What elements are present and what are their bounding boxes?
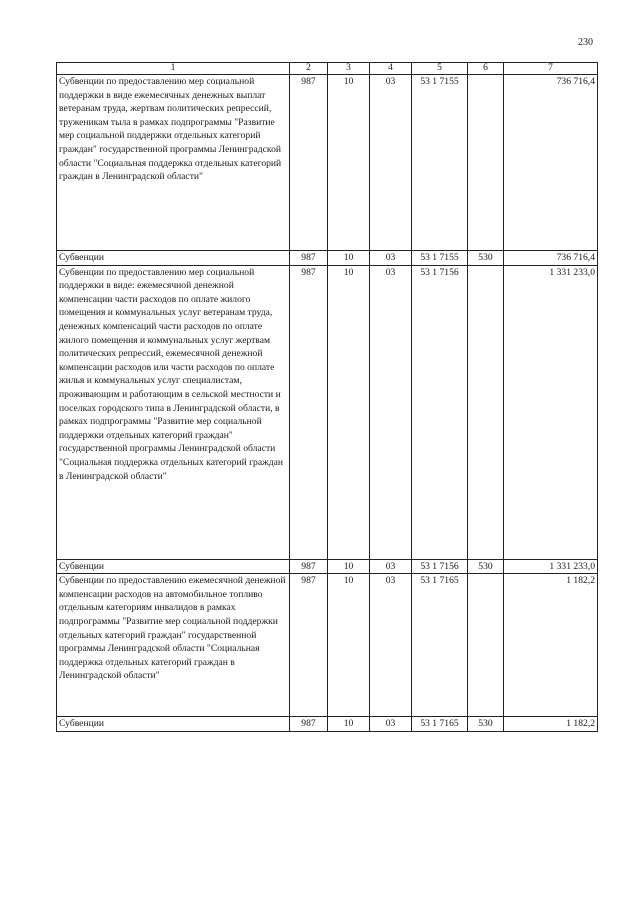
expense-type-code: 530 — [468, 251, 504, 266]
target-article-code: 53 1 7156 — [412, 265, 468, 559]
amount: 1 331 233,0 — [504, 265, 598, 559]
table-row — [57, 559, 598, 574]
column-header: 5 — [412, 63, 468, 75]
amount: 1 182,2 — [504, 574, 598, 717]
target-article-code: 53 1 7165 — [412, 574, 468, 717]
subsection-code: 03 — [370, 265, 412, 559]
item-description: Субвенции — [57, 559, 290, 574]
subsection-code: 03 — [370, 75, 412, 251]
expense-type-code — [468, 75, 504, 251]
item-description: Субвенции — [57, 251, 290, 266]
page-number: 230 — [578, 37, 593, 48]
expense-type-code — [468, 265, 504, 559]
subsection-code: 03 — [370, 574, 412, 717]
table-row — [57, 75, 598, 251]
table-header-row — [57, 63, 598, 75]
ministry-code: 987 — [290, 75, 328, 251]
target-article-code: 53 1 7155 — [412, 251, 468, 266]
table-row — [57, 251, 598, 266]
section-code: 10 — [328, 717, 370, 732]
subsection-code: 03 — [370, 717, 412, 732]
target-article-code: 53 1 7165 — [412, 717, 468, 732]
subsection-code: 03 — [370, 559, 412, 574]
target-article-code: 53 1 7155 — [412, 75, 468, 251]
expense-type-code: 530 — [468, 717, 504, 732]
item-description: Субвенции по предоставлению ежемесячной денежной компенсации расходов на автомобильное топливо отдельным категориям инвалидов в рамках подпрограммы "Развитие мер социальной поддержки отдельных категорий граждан" государственной программы Ленинградской области "Социальная поддержка отдельных категорий граждан в Ленинградской области" — [57, 574, 290, 717]
amount: 736 716,4 — [504, 75, 598, 251]
column-header: 6 — [468, 63, 504, 75]
ministry-code: 987 — [290, 559, 328, 574]
subsection-code: 03 — [370, 251, 412, 266]
column-header: 1 — [57, 63, 290, 75]
item-description: Субвенции по предоставлению мер социальной поддержки в виде ежемесячных денежных выплат ветеранам труда, жертвам политических репрессий, труженикам тыла в рамках подпрограммы "Развитие мер социальной поддержки отдельных категорий граждан" государственной программы Ленинградской области "Социальная поддержка отдельных категорий граждан в Ленинградской области" — [57, 75, 290, 251]
amount: 736 716,4 — [504, 251, 598, 266]
ministry-code: 987 — [290, 574, 328, 717]
amount: 1 182,2 — [504, 717, 598, 732]
table-row — [57, 265, 598, 559]
column-header: 4 — [370, 63, 412, 75]
item-description: Субвенции по предоставлению мер социальной поддержки в виде: ежемесячной денежной компенсации части расходов по оплате жилого помещения и коммунальных услуг ветеранам труда, денежных компенсаций части расходов по оплате жилого помещения и коммунальных услуг жертвам политических репрессий, ежемесячной денежной компенсации расходов или части расходов по оплате жилья и коммунальных услуг специалистам, проживающим и работающим в сельской местности и поселках городского типа в Ленинградской области, в рамках подпрограммы "Развитие мер социальной поддержки отдельных категорий граждан" государственной программы Ленинградской области "Социальная поддержка отдельных категорий граждан в Ленинградской области" — [57, 265, 290, 559]
ministry-code: 987 — [290, 265, 328, 559]
expense-type-code — [468, 574, 504, 717]
target-article-code: 53 1 7156 — [412, 559, 468, 574]
section-code: 10 — [328, 251, 370, 266]
column-header: 2 — [290, 63, 328, 75]
ministry-code: 987 — [290, 717, 328, 732]
section-code: 10 — [328, 75, 370, 251]
table-row — [57, 574, 598, 717]
section-code: 10 — [328, 265, 370, 559]
ministry-code: 987 — [290, 251, 328, 266]
section-code: 10 — [328, 574, 370, 717]
column-header: 3 — [328, 63, 370, 75]
item-description: Субвенции — [57, 717, 290, 732]
expense-type-code: 530 — [468, 559, 504, 574]
budget-table — [56, 62, 598, 732]
amount: 1 331 233,0 — [504, 559, 598, 574]
table-row — [57, 717, 598, 732]
section-code: 10 — [328, 559, 370, 574]
column-header: 7 — [504, 63, 598, 75]
